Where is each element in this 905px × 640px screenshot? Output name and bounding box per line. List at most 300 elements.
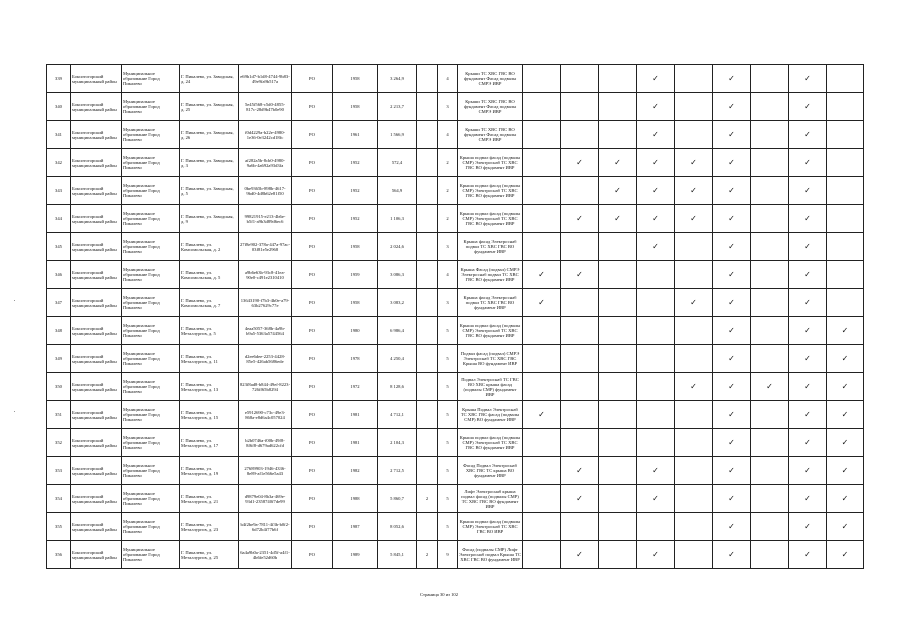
work-check-cell — [713, 345, 751, 373]
checkmark-icon: ✓ — [841, 409, 849, 419]
checkmark-icon: ✓ — [841, 465, 849, 475]
works-list-cell: Крыша подвал фасад (подвалы СМР) Электроснаб ТС ХВС ГВС ВО ИВР — [458, 513, 523, 541]
ownership-type-cell: РО — [292, 373, 333, 401]
row-number: 349 — [47, 345, 71, 373]
work-check-cell — [713, 429, 751, 457]
work-check-cell — [675, 429, 713, 457]
floors-cell: 5 — [438, 429, 458, 457]
build-year-cell: 1958 — [333, 233, 378, 261]
work-check-cell — [789, 261, 827, 289]
checkmark-icon: ✓ — [728, 437, 735, 447]
work-check-cell — [561, 233, 599, 261]
municipality-cell: Муниципальное образование Город Пикалево — [122, 93, 180, 121]
work-check-cell — [713, 205, 751, 233]
work-check-cell — [523, 261, 561, 289]
district-cell: Бокситогорский муниципальный район — [71, 149, 122, 177]
house-guid-cell: 823f8ad8-b844-49ef-8223-726ff65b8294 — [239, 373, 292, 401]
works-list-cell: Крыша подвал фасад (подвалы СМР) Электроснаб ТС ХВС ГВС ВО фундамент ИВР — [458, 205, 523, 233]
work-check-cell — [637, 65, 675, 93]
work-check-cell — [827, 205, 864, 233]
work-check-cell — [523, 373, 561, 401]
table-row — [47, 317, 864, 345]
work-check-cell — [751, 541, 789, 569]
works-list-cell: Крыши ТС ХВС ГВС ВО фундамент Фасад подвалы СМРЭ ИВР — [458, 121, 523, 149]
work-check-cell — [789, 429, 827, 457]
house-guid-cell: e5912690-c73c-49e3-868a-e8d6a4c057024 — [239, 401, 292, 429]
work-check-cell — [599, 261, 637, 289]
checkmark-icon: ✓ — [690, 297, 697, 307]
floors-cell: 4 — [438, 261, 458, 289]
checkmark-icon: ✓ — [804, 521, 811, 531]
row-number: 339 — [47, 65, 71, 93]
address-cell: Г. Пикалево, ул. Заводская, д. 24 — [180, 65, 239, 93]
district-cell: Бокситогорский муниципальный район — [71, 457, 122, 485]
build-year-cell: 1961 — [333, 121, 378, 149]
floors-cell: 3 — [438, 233, 458, 261]
work-check-cell — [675, 93, 713, 121]
work-check-cell — [827, 233, 864, 261]
house-guid-cell: b2b0746a-f00b-49f8-8f6f8-d679ad622cfd — [239, 429, 292, 457]
work-check-cell — [827, 373, 864, 401]
work-check-cell — [561, 457, 599, 485]
lift-count-cell — [417, 513, 438, 541]
address-cell: Г. Пикалево, ул. Заводская, д. 9 — [180, 205, 239, 233]
municipality-cell: Муниципальное образование Город Пикалево — [122, 65, 180, 93]
municipality-cell: Муниципальное образование Город Пикалево — [122, 541, 180, 569]
checkmark-icon: ✓ — [576, 549, 583, 559]
work-check-cell — [561, 317, 599, 345]
work-check-cell — [675, 233, 713, 261]
lift-count-cell — [417, 289, 438, 317]
checkmark-icon: ✓ — [766, 381, 773, 391]
district-cell: Бокситогорский муниципальный район — [71, 65, 122, 93]
ownership-type-cell: РО — [292, 317, 333, 345]
ownership-type-cell: РО — [292, 457, 333, 485]
house-guid-cell: f0d4229a-b22e-4980-1e36-0e3242cd18fc — [239, 121, 292, 149]
row-number: 340 — [47, 93, 71, 121]
work-check-cell — [789, 121, 827, 149]
address-cell: Г. Пикалево, ул. Комсомольская, д. 7 — [180, 289, 239, 317]
checkmark-icon: ✓ — [690, 381, 697, 391]
works-list-cell: Подвал фасад (подвал) СМРЭ Электроснаб ТС ХВС ГВС Крыша ВО фундамент ИВР — [458, 345, 523, 373]
ownership-type-cell: РО — [292, 149, 333, 177]
work-check-cell — [561, 289, 599, 317]
ownership-type-cell: РО — [292, 401, 333, 429]
work-check-cell — [523, 121, 561, 149]
build-year-cell: 1987 — [333, 513, 378, 541]
district-cell: Бокситогорский муниципальный район — [71, 205, 122, 233]
checkmark-icon: ✓ — [728, 493, 735, 503]
house-guid-cell: 99821915-e213-4b6e-b5f1-a9b3d89d6ec6 — [239, 205, 292, 233]
area-cell: 3 264,9 — [378, 65, 417, 93]
works-list-cell: Крыши ТС ХВС ГВС ВО фундамент Фасад подвалы СМРЭ ИВР — [458, 93, 523, 121]
build-year-cell: 1952 — [333, 149, 378, 177]
work-check-cell — [561, 149, 599, 177]
build-year-cell: 1980 — [333, 317, 378, 345]
checkmark-icon: ✓ — [841, 437, 849, 447]
work-check-cell — [523, 541, 561, 569]
floors-cell: 3 — [438, 289, 458, 317]
area-cell: 1 566,9 — [378, 121, 417, 149]
work-check-cell — [827, 541, 864, 569]
floors-cell: 5 — [438, 373, 458, 401]
checkmark-icon: ✓ — [614, 185, 621, 195]
works-list-cell: Лифт Электроснаб крыша подвал фасад (подвалы СМР) ТС ХВС ГВС ВО фундамент ИВР — [458, 485, 523, 513]
build-year-cell: 1952 — [333, 177, 378, 205]
work-check-cell — [675, 149, 713, 177]
work-check-cell — [675, 457, 713, 485]
house-guid-cell: d9879e04-8b3a-469e-93d1-2358740f7de99 — [239, 485, 292, 513]
work-check-cell — [675, 261, 713, 289]
table-row — [47, 513, 864, 541]
table-row — [47, 401, 864, 429]
checkmark-icon: ✓ — [652, 185, 659, 195]
work-check-cell — [523, 345, 561, 373]
area-cell: 2 712,5 — [378, 457, 417, 485]
work-check-cell — [523, 205, 561, 233]
work-check-cell — [675, 485, 713, 513]
build-year-cell: 1981 — [333, 429, 378, 457]
checkmark-icon: ✓ — [841, 549, 849, 559]
checkmark-icon: ✓ — [728, 325, 735, 335]
row-number: 351 — [47, 401, 71, 429]
ownership-type-cell: РО — [292, 345, 333, 373]
checkmark-icon: ✓ — [652, 549, 659, 559]
checkmark-icon: ✓ — [841, 381, 849, 391]
checkmark-icon: ✓ — [841, 493, 849, 503]
work-check-cell — [637, 121, 675, 149]
work-check-cell — [713, 485, 751, 513]
lift-count-cell — [417, 149, 438, 177]
work-check-cell — [523, 177, 561, 205]
work-check-cell — [751, 485, 789, 513]
work-check-cell — [523, 457, 561, 485]
work-check-cell — [751, 261, 789, 289]
district-cell: Бокситогорский муниципальный район — [71, 233, 122, 261]
floors-cell: 4 — [438, 121, 458, 149]
district-cell: Бокситогорский муниципальный район — [71, 513, 122, 541]
work-check-cell — [789, 149, 827, 177]
work-check-cell — [599, 401, 637, 429]
checkmark-icon: ✓ — [804, 185, 811, 195]
work-check-cell — [713, 401, 751, 429]
address-cell: Г. Пикалево, ул. Металлургов, д. 25 — [180, 541, 239, 569]
lift-count-cell — [417, 205, 438, 233]
work-check-cell — [789, 93, 827, 121]
work-check-cell — [637, 205, 675, 233]
row-number: 350 — [47, 373, 71, 401]
table-row — [47, 485, 864, 513]
area-cell: 2 104,3 — [378, 429, 417, 457]
checkmark-icon: ✓ — [728, 381, 735, 391]
checkmark-icon: ✓ — [804, 549, 811, 559]
lift-count-cell — [417, 121, 438, 149]
work-check-cell — [751, 373, 789, 401]
district-cell: Бокситогорский муниципальный район — [71, 541, 122, 569]
checkmark-icon: ✓ — [804, 381, 811, 391]
work-check-cell — [599, 541, 637, 569]
checkmark-icon: ✓ — [841, 521, 849, 531]
work-check-cell — [827, 93, 864, 121]
works-list-cell: Фасад Подвал Электроснаб ХВС ГВС ТС крыша ВО фундамент ИВР — [458, 457, 523, 485]
address-cell: Г. Пикалево, ул. Заводская, д. 25 — [180, 93, 239, 121]
works-list-cell: Крыши ТС ХВС ГВС ВО фундамент Фасад подвалы СМРЭ ИВР — [458, 65, 523, 93]
checkmark-icon: ✓ — [614, 157, 621, 167]
ownership-type-cell: РО — [292, 93, 333, 121]
work-check-cell — [751, 93, 789, 121]
checkmark-icon: ✓ — [804, 241, 811, 251]
house-guid-cell: 5e45f568-c5d0-4855-817c-28d9b47b0e90 — [239, 93, 292, 121]
work-check-cell — [751, 345, 789, 373]
address-cell: Г. Пикалево, ул. Металлургов, д. 21 — [180, 485, 239, 513]
checkmark-icon: ✓ — [804, 437, 811, 447]
address-cell: Г. Пикалево, ул. Металлургов, д. 5 — [180, 317, 239, 345]
address-cell: Г. Пикалево, ул. Металлургов, д. 19 — [180, 457, 239, 485]
municipality-cell: Муниципальное образование Город Пикалево — [122, 205, 180, 233]
checkmark-icon: ✓ — [841, 353, 849, 363]
table-row — [47, 261, 864, 289]
work-check-cell — [599, 233, 637, 261]
checkmark-icon: ✓ — [614, 213, 621, 223]
work-check-cell — [713, 149, 751, 177]
checkmark-icon: ✓ — [804, 325, 811, 335]
district-cell: Бокситогорский муниципальный район — [71, 317, 122, 345]
work-check-cell — [713, 513, 751, 541]
checkmark-icon: ✓ — [690, 185, 697, 195]
checkmark-icon: ✓ — [728, 465, 735, 475]
work-check-cell — [637, 261, 675, 289]
work-check-cell — [789, 373, 827, 401]
ownership-type-cell: РО — [292, 205, 333, 233]
ownership-type-cell: РО — [292, 233, 333, 261]
table-row — [47, 541, 864, 569]
work-check-cell — [713, 317, 751, 345]
work-check-cell — [789, 541, 827, 569]
municipality-cell: Муниципальное образование Город Пикалево — [122, 401, 180, 429]
work-check-cell — [561, 121, 599, 149]
row-number: 356 — [47, 541, 71, 569]
table-row — [47, 149, 864, 177]
work-check-cell — [827, 289, 864, 317]
floors-cell: 5 — [438, 345, 458, 373]
work-check-cell — [561, 485, 599, 513]
work-check-cell — [751, 65, 789, 93]
checkmark-icon: ✓ — [652, 493, 659, 503]
checkmark-icon: ✓ — [728, 297, 735, 307]
lift-count-cell: 2 — [417, 485, 438, 513]
work-check-cell — [523, 317, 561, 345]
work-check-cell — [523, 233, 561, 261]
address-cell: Г. Пикалево, ул. Металлургов, д. 13 — [180, 373, 239, 401]
district-cell: Бокситогорский муниципальный район — [71, 429, 122, 457]
row-number: 352 — [47, 429, 71, 457]
scan-speck — [14, 300, 15, 301]
floors-cell: 3 — [438, 93, 458, 121]
build-year-cell: 1958 — [333, 289, 378, 317]
house-guid-cell: af282a5b-8cb0-4980-9a6b-4a692a93d3fa — [239, 149, 292, 177]
ownership-type-cell: РО — [292, 513, 333, 541]
works-list-cell: Крыша подвал фасад (подвалы СМР) Электроснаб ТС ХВС ГВС ВО фундамент ИВР — [458, 317, 523, 345]
page-footer: Страница 30 из 102 — [420, 592, 459, 597]
house-guid-cell: 27689903-1946-4336-8e89-af1e566e5a43 — [239, 457, 292, 485]
checkmark-icon: ✓ — [728, 409, 735, 419]
floors-cell: 4 — [438, 65, 458, 93]
work-check-cell — [637, 457, 675, 485]
municipality-cell: Муниципальное образование Город Пикалево — [122, 289, 180, 317]
work-check-cell — [713, 457, 751, 485]
floors-cell: 9 — [438, 541, 458, 569]
area-cell: 3 086,3 — [378, 261, 417, 289]
municipality-cell: Муниципальное образование Город Пикалево — [122, 261, 180, 289]
work-check-cell — [751, 205, 789, 233]
work-check-cell — [675, 513, 713, 541]
work-check-cell — [751, 317, 789, 345]
row-number: 355 — [47, 513, 71, 541]
work-check-cell — [599, 373, 637, 401]
works-list-cell: Крыша подвал фасад (подвалы СМР) Электроснаб ТС ХВС ГВС ВО фундамент ИВР — [458, 149, 523, 177]
checkmark-icon: ✓ — [652, 213, 659, 223]
work-check-cell — [827, 485, 864, 513]
work-check-cell — [637, 233, 675, 261]
checkmark-icon: ✓ — [804, 73, 811, 83]
checkmark-icon: ✓ — [728, 73, 735, 83]
work-check-cell — [523, 429, 561, 457]
house-guid-cell: 27f8e902-378a-447a-97ac-03f81e5e2968 — [239, 233, 292, 261]
area-cell: 4 250,4 — [378, 345, 417, 373]
work-check-cell — [599, 121, 637, 149]
work-check-cell — [599, 149, 637, 177]
work-check-cell — [675, 65, 713, 93]
house-guid-cell: b4f2be9a-7811-4f3b-b0f2-6d72b4f77b6f — [239, 513, 292, 541]
work-check-cell — [713, 93, 751, 121]
work-check-cell — [523, 149, 561, 177]
work-check-cell — [637, 541, 675, 569]
row-number: 346 — [47, 261, 71, 289]
work-check-cell — [561, 93, 599, 121]
work-check-cell — [827, 65, 864, 93]
lift-count-cell — [417, 345, 438, 373]
checkmark-icon: ✓ — [690, 157, 697, 167]
row-number: 354 — [47, 485, 71, 513]
checkmark-icon: ✓ — [804, 297, 811, 307]
house-guid-cell: 6a4a9b0a-2351-4d5f-a4f1-4b6fe52d60b — [239, 541, 292, 569]
municipality-cell: Муниципальное образование Город Пикалево — [122, 513, 180, 541]
work-check-cell — [599, 457, 637, 485]
work-check-cell — [789, 485, 827, 513]
build-year-cell: 1972 — [333, 373, 378, 401]
area-cell: 6 986,4 — [378, 317, 417, 345]
work-check-cell — [561, 429, 599, 457]
works-list-cell: Крыша фасад Электроснаб подвал ТС ХВС ГВС ВО фундамент ИВР — [458, 233, 523, 261]
work-check-cell — [561, 401, 599, 429]
district-cell: Бокситогорский муниципальный район — [71, 289, 122, 317]
area-cell: 2 213,7 — [378, 93, 417, 121]
build-year-cell: 1988 — [333, 485, 378, 513]
work-check-cell — [827, 121, 864, 149]
checkmark-icon: ✓ — [652, 465, 659, 475]
checkmark-icon: ✓ — [728, 213, 735, 223]
table-row — [47, 121, 864, 149]
work-check-cell — [751, 513, 789, 541]
checkmark-icon: ✓ — [728, 101, 735, 111]
house-guid-cell: d2ee6dee-2253-4428-85e5-426ab5686ede — [239, 345, 292, 373]
work-check-cell — [637, 401, 675, 429]
work-check-cell — [751, 429, 789, 457]
work-check-cell — [523, 401, 561, 429]
build-year-cell: 1958 — [333, 93, 378, 121]
row-number: 341 — [47, 121, 71, 149]
work-check-cell — [561, 541, 599, 569]
municipality-cell: Муниципальное образование Город Пикалево — [122, 373, 180, 401]
checkmark-icon: ✓ — [652, 73, 659, 83]
floors-cell: 5 — [438, 513, 458, 541]
area-cell: 5 845,1 — [378, 541, 417, 569]
work-check-cell — [789, 317, 827, 345]
lift-count-cell — [417, 317, 438, 345]
floors-cell: 5 — [438, 485, 458, 513]
row-number: 348 — [47, 317, 71, 345]
checkmark-icon: ✓ — [652, 101, 659, 111]
municipality-cell: Муниципальное образование Город Пикалево — [122, 429, 180, 457]
works-list-cell: Крыша Подвал Электроснаб ТС ХВС ГВС фасад (подвалы СМР) ВО фундамент ИВР — [458, 401, 523, 429]
work-check-cell — [713, 541, 751, 569]
checkmark-icon: ✓ — [804, 129, 811, 139]
work-check-cell — [827, 345, 864, 373]
works-list-cell: Крыша подвал фасад (подвалы СМР) Электроснаб ТС ХВС ГВС ВО фундамент ИВР — [458, 429, 523, 457]
checkmark-icon: ✓ — [576, 493, 583, 503]
floors-cell: 5 — [438, 317, 458, 345]
checkmark-icon: ✓ — [538, 269, 545, 279]
district-cell: Бокситогорский муниципальный район — [71, 373, 122, 401]
work-check-cell — [789, 177, 827, 205]
address-cell: Г. Пикалево, ул. Металлургов, д. 17 — [180, 429, 239, 457]
lift-count-cell — [417, 93, 438, 121]
checkmark-icon: ✓ — [728, 241, 735, 251]
work-check-cell — [637, 373, 675, 401]
work-check-cell — [827, 317, 864, 345]
works-list-cell: Крыша подвал фасад (подвалы СМР) Электроснаб ТС ХВС ГВС ВО фундамент ИВР — [458, 177, 523, 205]
table-row — [47, 373, 864, 401]
checkmark-icon: ✓ — [576, 465, 583, 475]
row-number: 347 — [47, 289, 71, 317]
build-year-cell: 1952 — [333, 205, 378, 233]
area-cell: 3 083,2 — [378, 289, 417, 317]
work-check-cell — [561, 65, 599, 93]
area-cell: 564,9 — [378, 177, 417, 205]
work-check-cell — [789, 513, 827, 541]
work-check-cell — [637, 485, 675, 513]
works-list-cell: Подвал Электроснаб ТС ГВС ВО ХВС крыша фасад (подвалы СМР) фундамент ИВР — [458, 373, 523, 401]
work-check-cell — [827, 401, 864, 429]
table-row — [47, 345, 864, 373]
work-check-cell — [637, 345, 675, 373]
floors-cell: 2 — [438, 177, 458, 205]
work-check-cell — [789, 289, 827, 317]
work-check-cell — [599, 177, 637, 205]
work-check-cell — [523, 93, 561, 121]
district-cell: Бокситогорский муниципальный район — [71, 121, 122, 149]
work-check-cell — [561, 261, 599, 289]
checkmark-icon: ✓ — [728, 185, 735, 195]
ownership-type-cell: РО — [292, 65, 333, 93]
ownership-type-cell: РО — [292, 429, 333, 457]
build-year-cell: 1981 — [333, 401, 378, 429]
work-check-cell — [827, 457, 864, 485]
row-number: 343 — [47, 177, 71, 205]
checkmark-icon: ✓ — [804, 353, 811, 363]
house-guid-cell: e69b1d7-b1d8-4744-9b83-49e9fa9b517a — [239, 65, 292, 93]
area-cell: 572,4 — [378, 149, 417, 177]
